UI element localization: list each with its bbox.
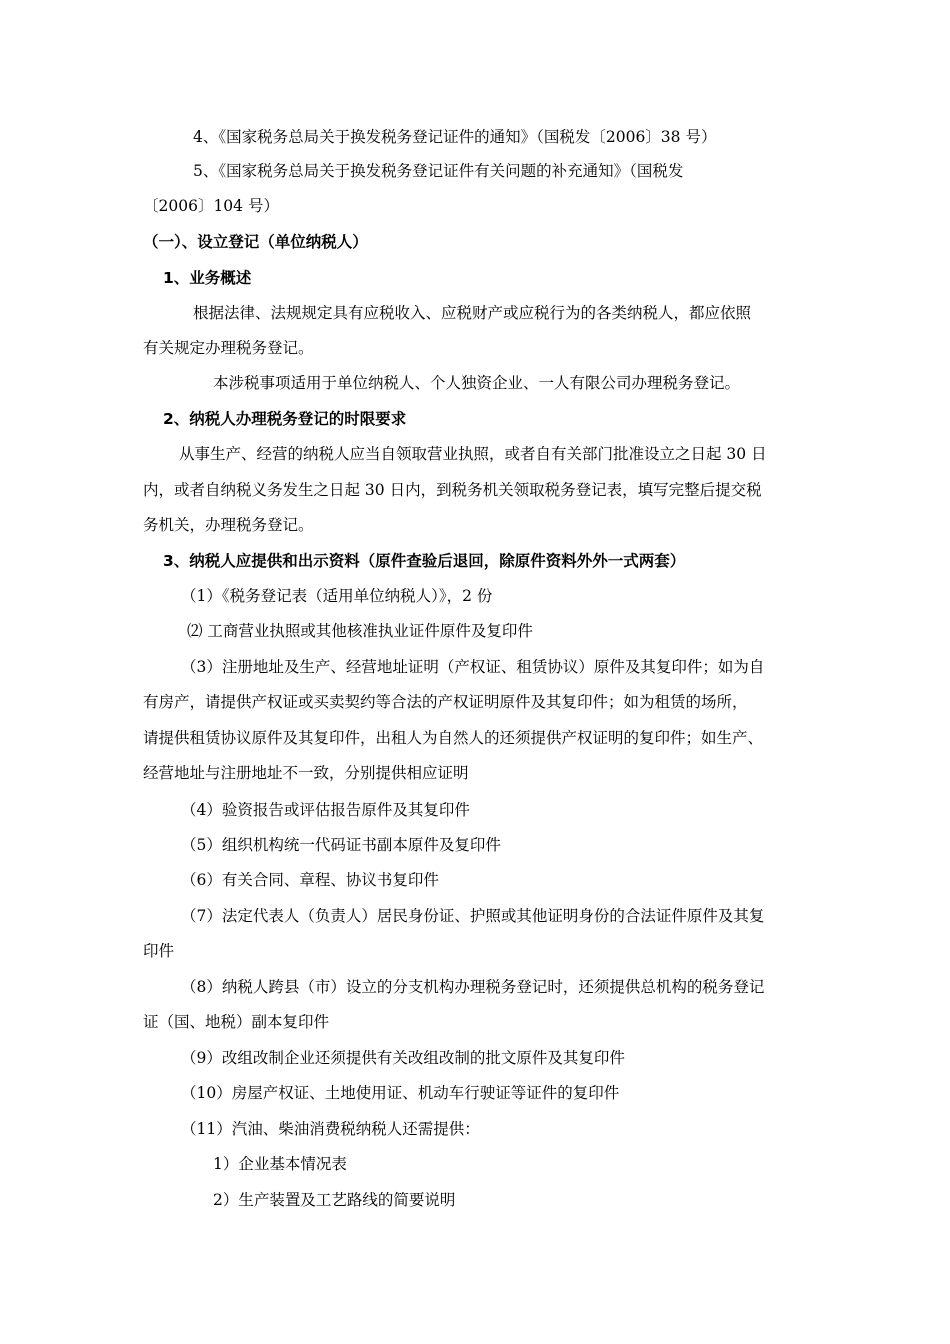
- section-heading: （一）、设立登记（单位纳税人）: [143, 233, 368, 251]
- reference-item-4: 4、《国家税务总局关于换发税务登记证件的通知》（国税发〔2006〕38 号）: [193, 128, 717, 146]
- list-item: （6）有关合同、章程、协议书复印件: [181, 871, 439, 889]
- list-item-cont: 请提供租赁协议原件及其复印件，出租人为自然人的还须提供产权证明的复印件；如生产、: [143, 729, 764, 747]
- list-item: （7）法定代表人（负责人）居民身份证、护照或其他证明身份的合法证件原件及其复: [181, 907, 765, 925]
- list-item-cont: 证（国、地税）副本复印件: [143, 1013, 330, 1031]
- list-item: ⑵ 工商营业执照或其他核准执业证件原件及复印件: [187, 622, 533, 640]
- reference-item-5-cont: 〔2006〕104 号）: [143, 197, 279, 215]
- list-item-cont: 有房产，请提供产权证或买卖契约等合法的产权证明原件及其复印件；如为租赁的场所，: [143, 693, 748, 711]
- paragraph-line: 有关规定办理税务登记。: [143, 339, 314, 357]
- list-item-cont: 印件: [143, 942, 175, 960]
- subheading-time-limit: 2、纳税人办理税务登记的时限要求: [163, 410, 407, 428]
- paragraph-line: 本涉税事项适用于单位纳税人、个人独资企业、一人有限公司办理税务登记。: [213, 374, 741, 392]
- list-item: （5）组织机构统一代码证书副本原件及复印件: [181, 836, 501, 854]
- list-item: （9）改组改制企业还须提供有关改组改制的批文原件及其复印件: [181, 1049, 625, 1067]
- sub-list-item: 2）生产装置及工艺路线的简要说明: [213, 1191, 456, 1209]
- list-item-cont: 经营地址与注册地址不一致，分别提供相应证明: [143, 764, 469, 782]
- list-item: （10）房屋产权证、土地使用证、机动车行驶证等证件的复印件: [181, 1084, 620, 1102]
- list-item: （4）验资报告或评估报告原件及其复印件: [181, 801, 470, 819]
- subheading-overview: 1、业务概述: [163, 269, 252, 287]
- list-item: （8）纳税人跨县（市）设立的分支机构办理税务登记时，还须提供总机构的税务登记: [181, 978, 765, 996]
- list-item: （3）注册地址及生产、经营地址证明（产权证、租赁协议）原件及其复印件；如为自: [181, 658, 765, 676]
- list-item: （1）《税务登记表（适用单位纳税人）》，2 份: [181, 587, 493, 605]
- reference-item-5: 5、《国家税务总局关于换发税务登记证件有关问题的补充通知》（国税发: [193, 162, 684, 180]
- paragraph-line: 根据法律、法规规定具有应税收入、应税财产或应税行为的各类纳税人，都应依照: [193, 304, 752, 322]
- list-item: （11）汽油、柴油消费税纳税人还需提供：: [181, 1120, 480, 1138]
- paragraph-line: 从事生产、经营的纳税人应当自领取营业执照，或者自有关部门批准设立之日起 30 日: [179, 445, 767, 463]
- paragraph-line: 内，或者自纳税义务发生之日起 30 日内，到税务机关领取税务登记表，填写完整后提交税: [143, 481, 762, 499]
- sub-list-item: 1）企业基本情况表: [213, 1155, 347, 1173]
- subheading-materials: 3、纳税人应提供和出示资料（原件查验后退回，除原件资料外外一式两套）: [163, 552, 686, 570]
- paragraph-line: 务机关，办理税务登记。: [143, 516, 314, 534]
